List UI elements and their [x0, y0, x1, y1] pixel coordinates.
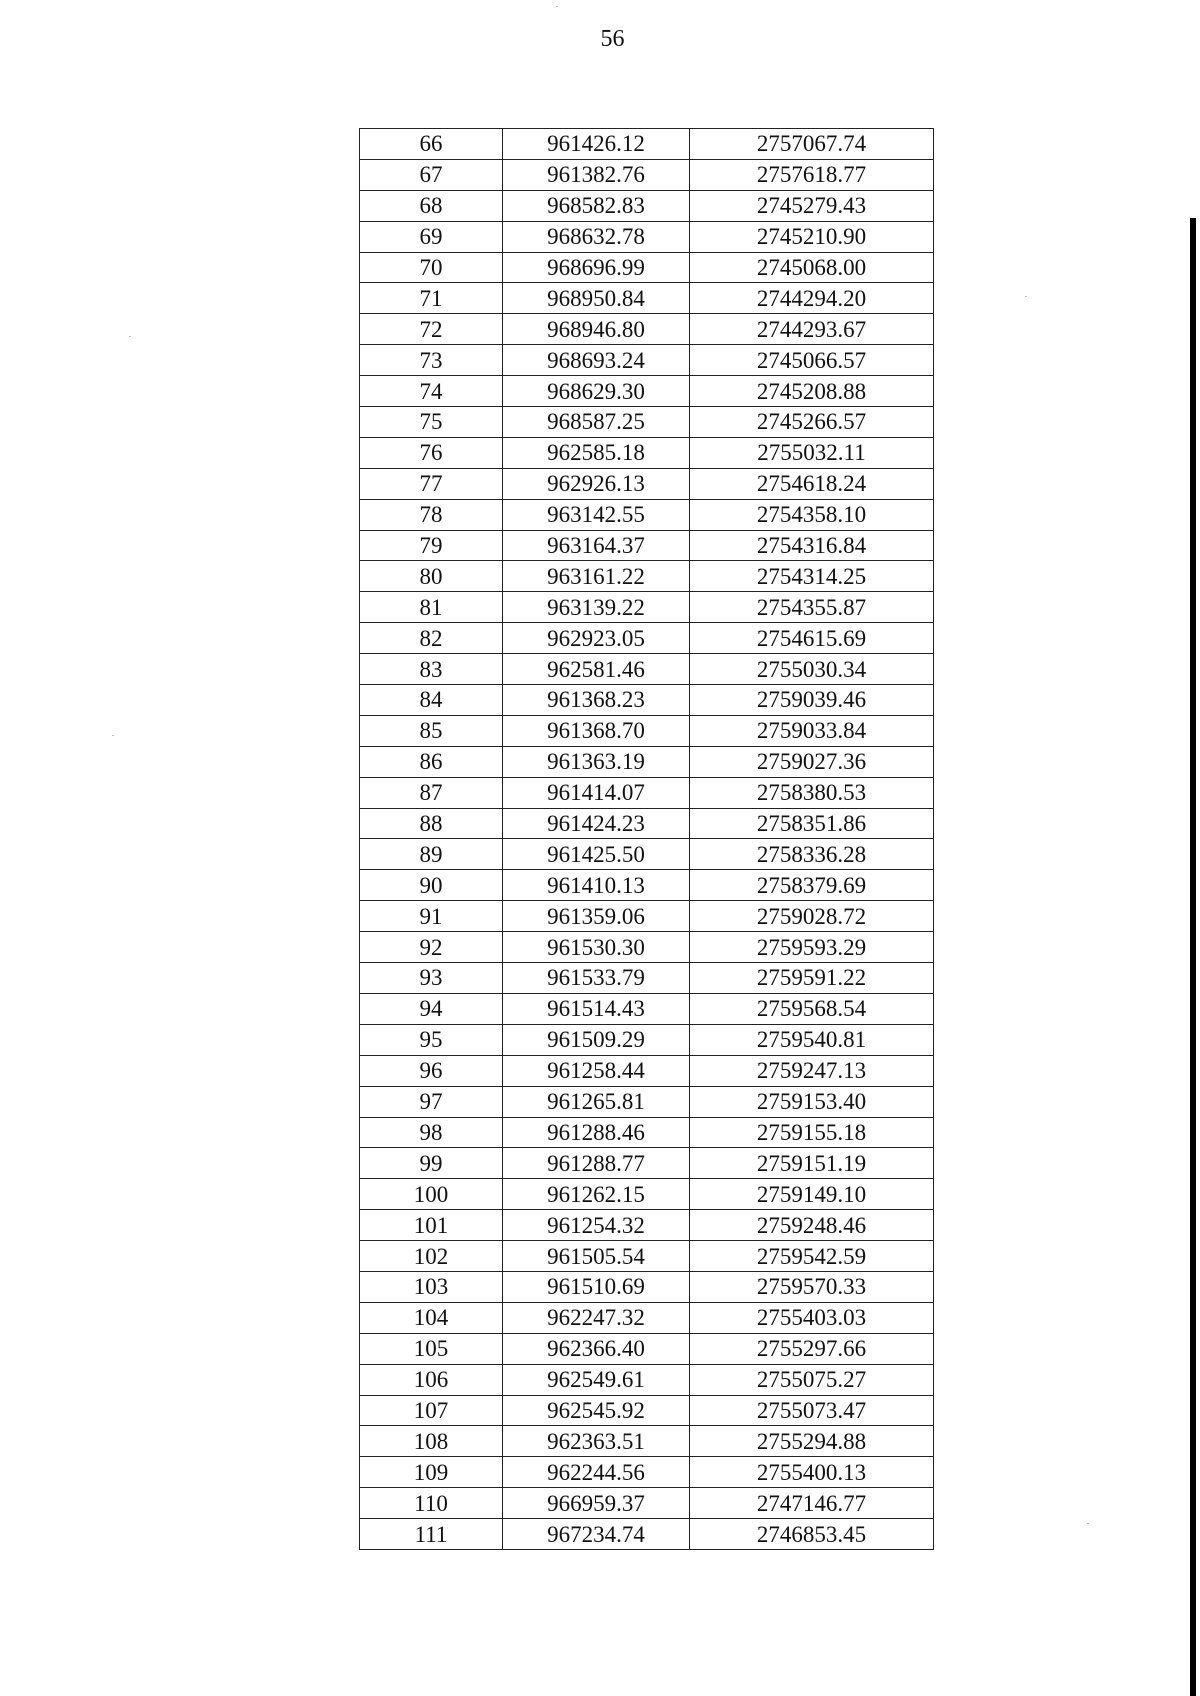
point-number-cell: 84 [360, 685, 503, 716]
scan-speck [1087, 1523, 1089, 1524]
point-number-cell: 75 [360, 407, 503, 438]
y-coordinate-cell: 2759039.46 [690, 685, 934, 716]
table-row [360, 499, 934, 530]
point-number-cell: 88 [360, 808, 503, 839]
y-coordinate-cell: 2759248.46 [690, 1210, 934, 1241]
y-coordinate-cell: 2755032.11 [690, 437, 934, 468]
y-coordinate-cell: 2759593.29 [690, 932, 934, 963]
x-coordinate-cell: 961262.15 [503, 1179, 690, 1210]
point-number-cell: 69 [360, 221, 503, 252]
x-coordinate-cell: 961514.43 [503, 993, 690, 1024]
x-coordinate-cell: 962926.13 [503, 468, 690, 499]
table-row [360, 1271, 934, 1302]
x-coordinate-cell: 968587.25 [503, 407, 690, 438]
table-row [360, 1117, 934, 1148]
x-coordinate-cell: 961425.50 [503, 839, 690, 870]
x-coordinate-cell: 961426.12 [503, 129, 690, 160]
x-coordinate-cell: 962363.51 [503, 1426, 690, 1457]
table-row [360, 839, 934, 870]
table-row [360, 129, 934, 160]
y-coordinate-cell: 2745066.57 [690, 345, 934, 376]
table-row [360, 1148, 934, 1179]
table-row [360, 746, 934, 777]
point-number-cell: 99 [360, 1148, 503, 1179]
y-coordinate-cell: 2754355.87 [690, 592, 934, 623]
scan-speck [556, 6, 558, 7]
table-row [360, 1179, 934, 1210]
table-row [360, 1024, 934, 1055]
point-number-cell: 73 [360, 345, 503, 376]
table-row [360, 468, 934, 499]
point-number-cell: 90 [360, 870, 503, 901]
y-coordinate-cell: 2745068.00 [690, 252, 934, 283]
y-coordinate-cell: 2758379.69 [690, 870, 934, 901]
x-coordinate-cell: 967234.74 [503, 1519, 690, 1550]
y-coordinate-cell: 2754314.25 [690, 561, 934, 592]
table-row [360, 1086, 934, 1117]
x-coordinate-cell: 968946.80 [503, 314, 690, 345]
page-number: 56 [600, 26, 625, 52]
point-number-cell: 79 [360, 530, 503, 561]
y-coordinate-cell: 2754316.84 [690, 530, 934, 561]
point-number-cell: 82 [360, 623, 503, 654]
table-row [360, 1488, 934, 1519]
table-row [360, 1519, 934, 1550]
y-coordinate-cell: 2754358.10 [690, 499, 934, 530]
y-coordinate-cell: 2754615.69 [690, 623, 934, 654]
x-coordinate-cell: 961368.70 [503, 715, 690, 746]
x-coordinate-cell: 968582.83 [503, 190, 690, 221]
x-coordinate-cell: 961254.32 [503, 1210, 690, 1241]
table-row [360, 1426, 934, 1457]
y-coordinate-cell: 2755297.66 [690, 1333, 934, 1364]
x-coordinate-cell: 961424.23 [503, 808, 690, 839]
x-coordinate-cell: 961410.13 [503, 870, 690, 901]
point-number-cell: 83 [360, 654, 503, 685]
table-row [360, 252, 934, 283]
y-coordinate-cell: 2759247.13 [690, 1055, 934, 1086]
point-number-cell: 104 [360, 1302, 503, 1333]
point-number-cell: 95 [360, 1024, 503, 1055]
table-row [360, 376, 934, 407]
table-row [360, 685, 934, 716]
table-row [360, 1457, 934, 1488]
y-coordinate-cell: 2744294.20 [690, 283, 934, 314]
y-coordinate-cell: 2758351.86 [690, 808, 934, 839]
x-coordinate-cell: 962581.46 [503, 654, 690, 685]
point-number-cell: 68 [360, 190, 503, 221]
point-number-cell: 96 [360, 1055, 503, 1086]
y-coordinate-cell: 2759033.84 [690, 715, 934, 746]
table-row [360, 715, 934, 746]
x-coordinate-cell: 962247.32 [503, 1302, 690, 1333]
y-coordinate-cell: 2755294.88 [690, 1426, 934, 1457]
x-coordinate-cell: 962244.56 [503, 1457, 690, 1488]
point-number-cell: 107 [360, 1395, 503, 1426]
table-row [360, 283, 934, 314]
point-number-cell: 74 [360, 376, 503, 407]
x-coordinate-cell: 968629.30 [503, 376, 690, 407]
y-coordinate-cell: 2755400.13 [690, 1457, 934, 1488]
table-row [360, 777, 934, 808]
scan-speck [112, 735, 114, 736]
table-row [360, 1395, 934, 1426]
table-row [360, 901, 934, 932]
point-number-cell: 81 [360, 592, 503, 623]
x-coordinate-cell: 961359.06 [503, 901, 690, 932]
y-coordinate-cell: 2757067.74 [690, 129, 934, 160]
table-row [360, 870, 934, 901]
x-coordinate-cell: 961510.69 [503, 1271, 690, 1302]
y-coordinate-cell: 2758380.53 [690, 777, 934, 808]
x-coordinate-cell: 963161.22 [503, 561, 690, 592]
x-coordinate-cell: 961382.76 [503, 159, 690, 190]
y-coordinate-cell: 2745210.90 [690, 221, 934, 252]
point-number-cell: 106 [360, 1364, 503, 1395]
point-number-cell: 70 [360, 252, 503, 283]
scan-speck [129, 336, 131, 337]
table-row [360, 963, 934, 994]
y-coordinate-cell: 2755073.47 [690, 1395, 934, 1426]
x-coordinate-cell: 961530.30 [503, 932, 690, 963]
x-coordinate-cell: 962366.40 [503, 1333, 690, 1364]
point-number-cell: 101 [360, 1210, 503, 1241]
y-coordinate-cell: 2759153.40 [690, 1086, 934, 1117]
y-coordinate-cell: 2754618.24 [690, 468, 934, 499]
table-row [360, 190, 934, 221]
y-coordinate-cell: 2759570.33 [690, 1271, 934, 1302]
table-row [360, 654, 934, 685]
x-coordinate-cell: 961288.77 [503, 1148, 690, 1179]
point-number-cell: 85 [360, 715, 503, 746]
table-row [360, 993, 934, 1024]
y-coordinate-cell: 2755075.27 [690, 1364, 934, 1395]
point-number-cell: 94 [360, 993, 503, 1024]
x-coordinate-cell: 968696.99 [503, 252, 690, 283]
x-coordinate-cell: 961265.81 [503, 1086, 690, 1117]
point-number-cell: 67 [360, 159, 503, 190]
x-coordinate-cell: 968632.78 [503, 221, 690, 252]
point-number-cell: 111 [360, 1519, 503, 1550]
table-row [360, 592, 934, 623]
x-coordinate-cell: 962923.05 [503, 623, 690, 654]
y-coordinate-cell: 2755030.34 [690, 654, 934, 685]
point-number-cell: 103 [360, 1271, 503, 1302]
point-number-cell: 92 [360, 932, 503, 963]
point-number-cell: 110 [360, 1488, 503, 1519]
point-number-cell: 66 [360, 129, 503, 160]
y-coordinate-cell: 2758336.28 [690, 839, 934, 870]
x-coordinate-cell: 963142.55 [503, 499, 690, 530]
table-row [360, 1210, 934, 1241]
table-body [360, 129, 934, 1550]
table-row [360, 221, 934, 252]
x-coordinate-cell: 961533.79 [503, 963, 690, 994]
point-number-cell: 71 [360, 283, 503, 314]
table-row [360, 345, 934, 376]
point-number-cell: 78 [360, 499, 503, 530]
x-coordinate-cell: 961414.07 [503, 777, 690, 808]
y-coordinate-cell: 2759028.72 [690, 901, 934, 932]
x-coordinate-cell: 963164.37 [503, 530, 690, 561]
point-number-cell: 76 [360, 437, 503, 468]
point-number-cell: 97 [360, 1086, 503, 1117]
point-number-cell: 86 [360, 746, 503, 777]
table-row [360, 561, 934, 592]
table-row [360, 159, 934, 190]
x-coordinate-cell: 961505.54 [503, 1241, 690, 1272]
y-coordinate-cell: 2759540.81 [690, 1024, 934, 1055]
point-number-cell: 80 [360, 561, 503, 592]
scan-speck [1025, 296, 1027, 297]
table-row [360, 1333, 934, 1364]
point-number-cell: 77 [360, 468, 503, 499]
table-row [360, 808, 934, 839]
point-number-cell: 100 [360, 1179, 503, 1210]
coordinate-table [359, 128, 934, 1550]
scan-edge-border [1190, 218, 1196, 1696]
point-number-cell: 109 [360, 1457, 503, 1488]
x-coordinate-cell: 961363.19 [503, 746, 690, 777]
x-coordinate-cell: 961258.44 [503, 1055, 690, 1086]
x-coordinate-cell: 962545.92 [503, 1395, 690, 1426]
point-number-cell: 108 [360, 1426, 503, 1457]
point-number-cell: 105 [360, 1333, 503, 1364]
y-coordinate-cell: 2759151.19 [690, 1148, 934, 1179]
x-coordinate-cell: 961509.29 [503, 1024, 690, 1055]
x-coordinate-cell: 962585.18 [503, 437, 690, 468]
table-row [360, 1364, 934, 1395]
x-coordinate-cell: 968693.24 [503, 345, 690, 376]
table-row [360, 530, 934, 561]
y-coordinate-cell: 2759591.22 [690, 963, 934, 994]
y-coordinate-cell: 2744293.67 [690, 314, 934, 345]
point-number-cell: 72 [360, 314, 503, 345]
x-coordinate-cell: 961288.46 [503, 1117, 690, 1148]
table-row [360, 314, 934, 345]
point-number-cell: 98 [360, 1117, 503, 1148]
y-coordinate-cell: 2759568.54 [690, 993, 934, 1024]
point-number-cell: 102 [360, 1241, 503, 1272]
x-coordinate-cell: 961368.23 [503, 685, 690, 716]
y-coordinate-cell: 2757618.77 [690, 159, 934, 190]
table-row [360, 932, 934, 963]
y-coordinate-cell: 2759542.59 [690, 1241, 934, 1272]
table-row [360, 407, 934, 438]
y-coordinate-cell: 2745208.88 [690, 376, 934, 407]
y-coordinate-cell: 2745279.43 [690, 190, 934, 221]
y-coordinate-cell: 2759027.36 [690, 746, 934, 777]
table-row [360, 1302, 934, 1333]
y-coordinate-cell: 2747146.77 [690, 1488, 934, 1519]
x-coordinate-cell: 963139.22 [503, 592, 690, 623]
table-row [360, 1055, 934, 1086]
x-coordinate-cell: 962549.61 [503, 1364, 690, 1395]
table-row [360, 1241, 934, 1272]
point-number-cell: 89 [360, 839, 503, 870]
y-coordinate-cell: 2745266.57 [690, 407, 934, 438]
table-row [360, 623, 934, 654]
x-coordinate-cell: 966959.37 [503, 1488, 690, 1519]
point-number-cell: 87 [360, 777, 503, 808]
y-coordinate-cell: 2746853.45 [690, 1519, 934, 1550]
table-row [360, 437, 934, 468]
x-coordinate-cell: 968950.84 [503, 283, 690, 314]
y-coordinate-cell: 2759149.10 [690, 1179, 934, 1210]
y-coordinate-cell: 2759155.18 [690, 1117, 934, 1148]
point-number-cell: 93 [360, 963, 503, 994]
y-coordinate-cell: 2755403.03 [690, 1302, 934, 1333]
point-number-cell: 91 [360, 901, 503, 932]
